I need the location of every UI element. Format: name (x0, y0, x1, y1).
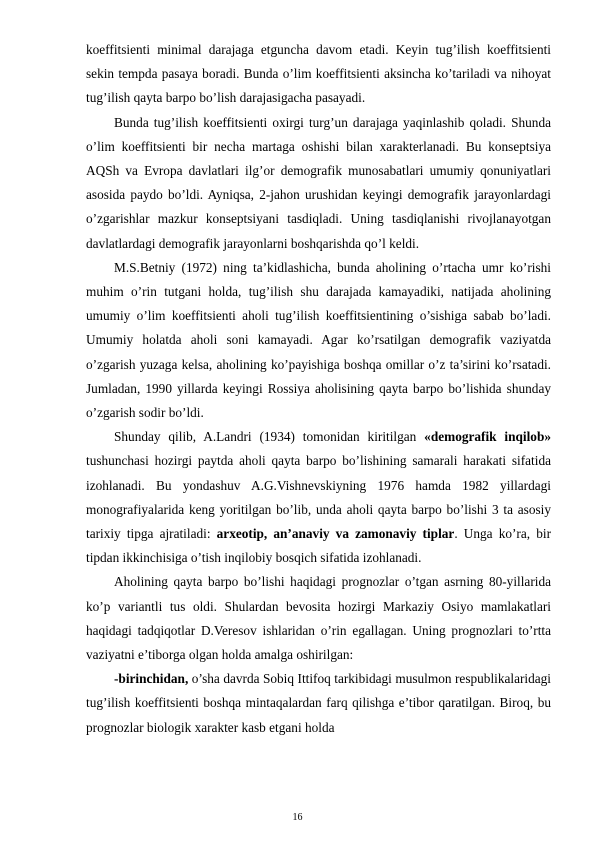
paragraph-4-text-a: Shunday qilib, A.Landri (1934) tomonidan kiritilgan (114, 429, 425, 445)
paragraph-1: koeffitsienti minimal darajaga etguncha davom etadi. Keyin tug’ilish koeffitsienti sekin tempda pasaya boradi. Bunda o’lim koeffitsienti aksincha ko’tariladi va nihoyat tug’ilish qayta barpo bo’lish darajasigacha pasayadi. (86, 42, 551, 106)
list-marker-birinchidan: -birinchidan, (114, 671, 189, 687)
paragraph-4 (86, 425, 551, 570)
term-reproduction-types: arxeotip, an’anaviy va zamonaviy tiplar (216, 526, 455, 542)
paragraph-6 (86, 667, 551, 740)
paragraph-5: Aholining qayta barpo bo’lishi haqidagi prognozlar o’tgan asrning 80-yillarida ko’p variantli tus oldi. Shulardan bevosita hozirgi Markaziy Osiyo mamlakatlari haqidagi tadqiqotlar D.Veresov ishlaridan o’rin egallagan. Uning prognozlari to’rtta vaziyatni e’tiborga olgan holda amalga oshirilgan: (86, 574, 551, 663)
page-number: 16 (292, 812, 303, 823)
paragraph-2: Bunda tug’ilish koeffitsienti oxirgi turg’un darajaga yaqinlashib qoladi. Shunda o’lim koeffitsienti bir necha martaga oshishi bilan xarakterlanadi. Bu konseptsiya AQSh va Evropa davlatlari ilg’or demografik munosabatlari umumiy qonuniyatlari asosida paydo bo’ldi. Ayniqsa, 2-jahon urushidan keyingi demografik jarayonlardagi o’zgarishlar mazkur konseptsiyani tasdiqladi. Uning tasdiqlanishi rivojlanayotgan davlatlardagi demografik jarayonlarni boshqarishda qo’l keldi. (86, 114, 551, 251)
paragraph-6-text: o’sha davrda Sobiq Ittifoq tarkibidagi musulmon respublikalaridagi tug’ilish koeffitsienti boshqa mintaqalardan farq qilishga e’tibor qaratilgan. Biroq, bu prognozlar biologik xarakter kasb etgani holda (86, 671, 551, 735)
paragraph-3: M.S.Betniy (1972) ning ta’kidlashicha, bunda aholining o’rtacha umr ko’rishi muhim o’rin tutgani holda, tug’ilish shu darajada kamayadiki, natijada aholining umumiy o’lim koeffitsienti aholi tug’ilish koeffitsientining o’sishiga sabab bo’ladi. Umumiy holatda aholi soni kamayadi. Agar ko’rsatilgan demografik vaziyatda o’zgarish yuzaga kelsa, aholining ko’payishiga boshqa omillar o’z ta’sirini ko’rsatadi. Jumladan, 1990 yillarda keyingi Rossiya aholisining qayta barpo bo’lishida shunday o’zgarish sodir bo’ldi. (86, 259, 551, 421)
document-body (86, 38, 551, 740)
paragraph-4-text-c: . Unga ko’ra, bir tipdan ikkinchisiga o’tish inqilobiy bosqich sifatida izohlanadi. (86, 526, 551, 566)
paragraph-4-text-b: tushunchasi hozirgi paytda aholi qayta barpo bo’lishining samarali harakati sifatida izohlanadi. Bu yondashuv A.G.Vishnevskiyning 1976 hamda 1982 yillardagi monografiyalarida keng yoritilgan bo’lib, unda aholi qayta barpo bo’lishi 3 ta asosiy tarixiy tipga ajratiladi: (86, 453, 551, 542)
term-demografik-inqilob: «demografik inqilob» (424, 429, 551, 445)
